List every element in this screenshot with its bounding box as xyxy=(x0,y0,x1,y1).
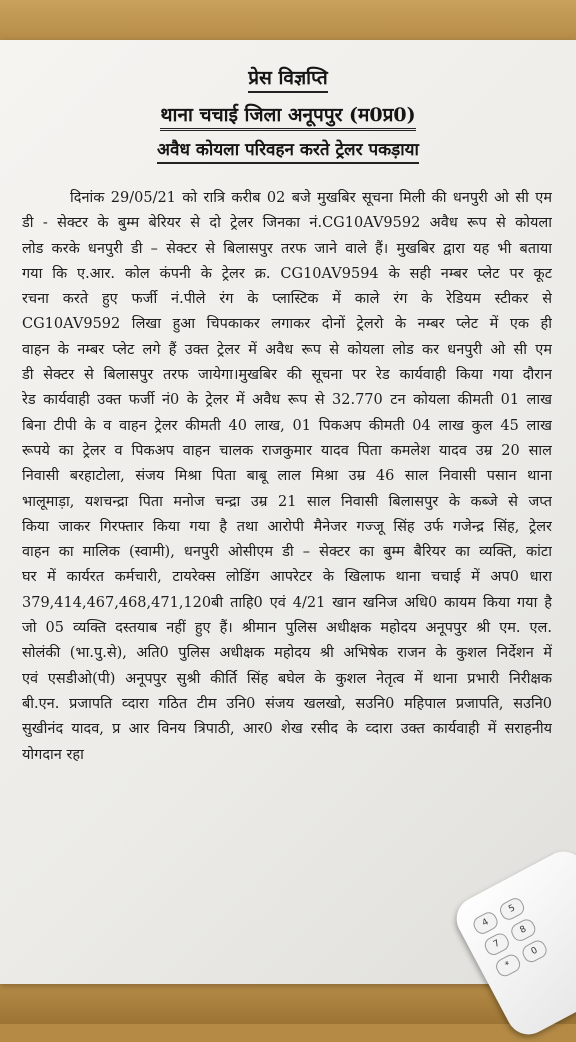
body-line: एवं एसडीओ(पी) अनूपपुर सुश्री कीर्ति सिंह बघेल के कुशल नेतृत्व में थाना प्रभारी निरीक्षक xyxy=(22,670,552,687)
body-line: डी सेक्टर से बिलासपुर तरफ जायेगा।मुखबिर की सूचना पर रेड कार्यवाही किया गया दौरान xyxy=(22,367,552,384)
press-release-body xyxy=(22,186,552,768)
phone-key: 4 xyxy=(471,909,501,936)
phone-key: * xyxy=(493,952,523,979)
news-headline: अवैध कोयला परिवहन करते ट्रेलर पकड़ाया xyxy=(0,137,576,160)
body-line: डी - सेक्टर के बुम्म बेरियर से दो ट्रेलर जिनका नं.CG10AV9592 अवैध रूप से कोयला xyxy=(22,215,552,232)
body-line: किया जाकर गिरफ्तार किया गया है तथा आरोपी मैनेजर गज्जू सिंह उर्फ गजेन्द्र सिंह, ट्रेलर xyxy=(22,518,552,535)
press-release-title: प्रेस विज्ञप्ति xyxy=(248,64,328,93)
wooden-table-bottom xyxy=(0,984,576,1024)
body-line: योगदान रहा xyxy=(22,746,84,763)
body-line: भालूमाड़ा, यशचन्द्रा पिता मनोज चन्द्रा उम्र 21 साल निवासी बिलासपुर के कब्जे से जप्त xyxy=(22,493,552,510)
phone-key: 5 xyxy=(497,895,527,922)
body-line: बिना टीपी के व वाहन ट्रेलर कीमती 40 लाख, 01 पिकअप कीमती 04 लाख कुल 45 लाख xyxy=(22,417,552,434)
body-line: रचना करते हुए फर्जी नं.पीले रंग के प्लास्टिक में काले रंग के रेडियम स्टीकर से xyxy=(22,291,552,308)
body-line: बी.एन. प्रजापति व्दारा गठित टीम उनि0 संजय खलखो, सउनि0 महिपाल प्रजापति, सउनि0 xyxy=(22,695,552,712)
body-line: दिनांक 29/05/21 को रात्रि करीब 02 बजे मुखबिर सूचना मिली की धनपुरी ओ सी एम xyxy=(70,190,552,206)
phone-key: 0 xyxy=(520,938,550,965)
police-station-heading: थाना चचाई जिला अनूपपुर (म0प्र0) xyxy=(0,101,576,127)
wooden-table-top xyxy=(0,0,576,42)
body-line: जो 05 व्यक्ति दस्तयाब नहीं हुए हैं। श्रीमान पुलिस अधीक्षक महोदय अनूपपुर श्री एम. एल. xyxy=(22,620,552,637)
phone-key: 8 xyxy=(508,917,538,944)
body-line: रूपये का ट्रेलर व पिकअप वाहन चालक राजकुमार यादव पिता कमलेश यादव उम्र 20 साल xyxy=(22,442,552,459)
body-line: लोड करके धनपुरी डी – सेक्टर से बिलासपुर तरफ जाने वाले हैं। मुखबिर द्वारा यह भी बताया xyxy=(22,240,552,257)
body-line: रेड कार्यवाही उक्त फर्जी नं0 के ट्रेलर में अवैध रूप से 32.770 टन कोयला कीमती 01 लाख xyxy=(22,392,552,409)
body-line: सोलंकी (भा.पु.से), अति0 पुलिस अधीक्षक महोदय श्री अभिषेक राजन के कुशल निर्देशन में xyxy=(22,645,552,662)
body-line: 379,414,467,468,471,120बी ताहि0 एवं 4/21 खान खनिज अधि0 कायम किया गया है xyxy=(22,594,552,611)
body-line: वाहन के नम्बर प्लेट लगे हैं उक्त ट्रेलर में अवैध रूप से कोयला लोड कर धनपुरी ओ सी एम xyxy=(22,341,552,358)
press-release-headings xyxy=(0,64,576,160)
body-line: सुखीनंद यादव, प्र आर विनय त्रिपाठी, आर0 शेख रसीद के व्दारा उक्त कार्यवाही में सराहनीय xyxy=(22,721,552,738)
body-line: CG10AV9592 लिखा हुआ चिपकाकर लगाकर दोनों ट्रेलरो के नम्बर प्लेट में एक ही xyxy=(22,316,552,333)
body-line: घर में कार्यरत कर्मचारी, टायरेक्स लोडिंग आपरेटर के खिलाफ थाना चचाई में अप0 धारा xyxy=(22,569,552,586)
body-line: निवासी बरहाटोला, संजय मिश्रा पिता बाबू लाल मिश्रा उम्र 46 साल निवासी पसान थाना xyxy=(22,468,552,485)
phone-key: 7 xyxy=(482,931,512,958)
body-line: वाहन का मालिक (स्वामी), धनपुरी ओसीएम डी – सेक्टर का बुम्म बैरियर का व्यक्ति, कांटा xyxy=(22,544,552,561)
body-line: गया कि ए.आर. कोल कंपनी के ट्रेलर क्र. CG10AV9594 के सही नम्बर प्लेट पर कूट xyxy=(22,265,552,282)
